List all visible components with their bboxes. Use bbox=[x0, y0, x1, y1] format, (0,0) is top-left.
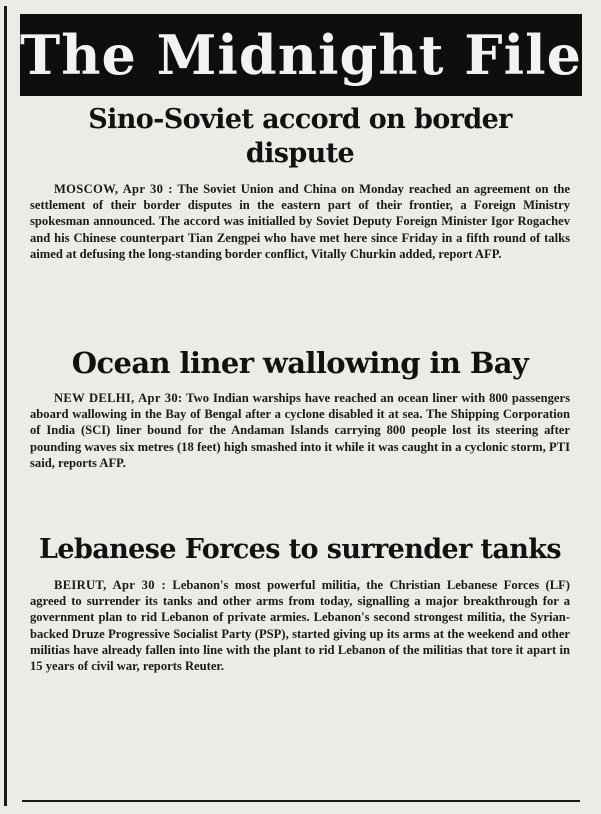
story-headline: Lebanese Forces to surrender tanks bbox=[38, 534, 562, 565]
story-dateline: NEW DELHI, Apr 30: bbox=[54, 391, 183, 405]
masthead-title: The Midnight File bbox=[20, 23, 582, 87]
story-lebanese-forces bbox=[30, 533, 570, 674]
story-text: Two Indian warships have reached an ocean liner with 800 passengers aboard wallowing in the Bay of Bengal after a cyclone disabled it at sea. The Shipping Corporation of India (SCI) liner bound for the Andaman Islands carrying 800 people lost its steering after pounding waves six metres (18 feet) high smashed into it while it was caught in a cyclonic storm, PTI said, reports AFP. bbox=[30, 391, 571, 470]
left-column-rule bbox=[4, 6, 7, 806]
story-headline: Ocean liner wallowing in Bay bbox=[71, 346, 529, 380]
story-headline: Sino-Soviet accord on border dispute bbox=[88, 104, 512, 169]
story-dateline: MOSCOW, Apr 30 : bbox=[54, 182, 173, 196]
story-ocean-liner bbox=[30, 346, 570, 471]
story-body bbox=[30, 577, 570, 674]
story-body bbox=[30, 390, 570, 471]
story-sino-soviet bbox=[30, 103, 570, 262]
story-dateline: BEIRUT, Apr 30 : bbox=[54, 578, 167, 592]
story-body bbox=[30, 181, 570, 262]
story-text: Lebanon's most powerful militia, the Christian Lebanese Forces (LF) agreed to surrender its tanks and other arms from today, signalling a major breakthrough for a government plan to rid Lebanon of private armies. Lebanon's second strongest militia, the Syrian-backed Druze Progressive Socialist Party (PSP), started giving up its arms at the weekend and other militias have already fallen into line with the plant to rid Lebanon of the militias that tore it apart in 15 years of civil war, reports Reuter. bbox=[30, 578, 570, 674]
bottom-rule bbox=[22, 800, 580, 802]
masthead-banner bbox=[20, 14, 582, 96]
story-text: The Soviet Union and China on Monday reached an agreement on the settlement of their border disputes in the eastern part of their frontier, a Foreign Ministry spokesman announced. The accord was initialled by Soviet Deputy Foreign Minister Igor Rogachev and his Chinese counterpart Tian Zengpei who have met here since Friday in a fifth round of talks aimed at defusing the long-standing border conflict, Vitally Churkin added, report AFP. bbox=[30, 182, 571, 261]
